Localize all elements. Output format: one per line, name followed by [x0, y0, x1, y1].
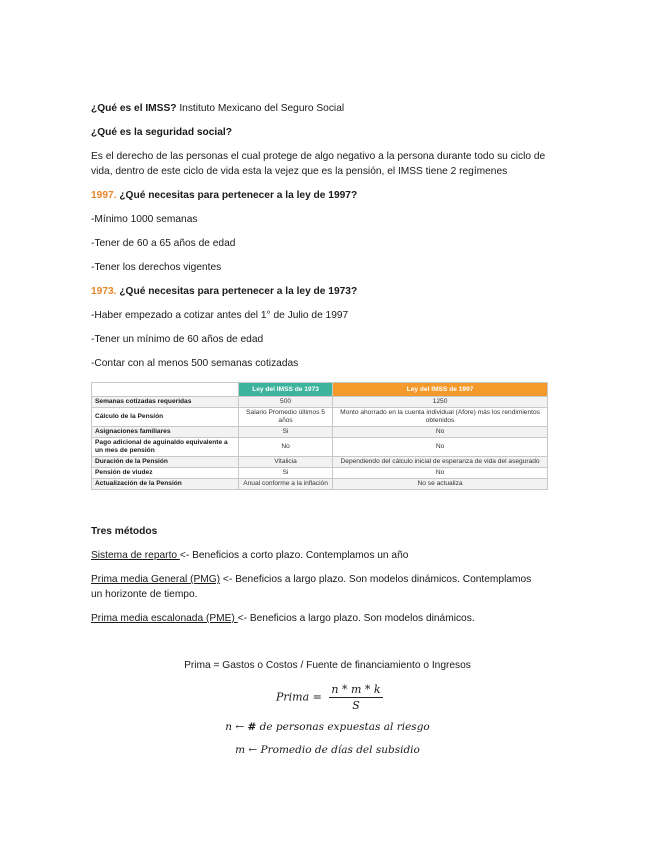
table-header-blank [92, 383, 239, 397]
row-label: Cálculo de la Pensión [92, 408, 239, 427]
cell-1997: No [333, 427, 548, 438]
row-label: Pago adicional de aguinaldo equivalente a un mes de pensión [92, 438, 239, 457]
table-row [92, 397, 548, 408]
ley-1997-year: 1997. [91, 190, 117, 201]
table-row [92, 408, 548, 427]
n-symbol: n ← [225, 721, 248, 733]
seguridad-definition: Es el derecho de las personas el cual protege de algo negativo a la persona durante todo su ciclo de vida, dentro de este ciclo de vida esta la vejez que es la pensión, el IMSS tiene 2 regímenes [91, 151, 546, 177]
table-row [92, 479, 548, 490]
metodo-name: Prima media General (PMG) [91, 574, 221, 585]
ley-1997-item: -Tener los derechos vigentes [91, 262, 222, 273]
cell-1973: No [239, 438, 333, 457]
ley-1973-item: -Haber empezado a cotizar antes del 1° de Julio de 1997 [91, 310, 349, 321]
cell-1997: Dependiendo del cálculo inicial de esperanza de vida del asegurado [333, 457, 548, 468]
row-label: Asignaciones familiares [92, 427, 239, 438]
ley-1973-year: 1973. [91, 286, 117, 297]
cell-1973: Si [239, 468, 333, 479]
table-header-row [92, 383, 548, 397]
ley-1973-question: ¿Qué necesitas para pertenecer a la ley de 1973? [116, 286, 358, 297]
ley-1997-item: -Tener de 60 a 65 años de edad [91, 238, 236, 249]
ley-1973-item: -Tener un mínimo de 60 años de edad [91, 334, 264, 345]
metodo-reparto [91, 548, 408, 563]
ley-1997-heading [91, 188, 357, 203]
ley-1973-item: -Contar con al menos 500 semanas cotizadas [91, 358, 299, 369]
m-definition: m ← Promedio de días del subsidio [235, 744, 420, 756]
ley-1997-question: ¿Qué necesitas para pertenecer a la ley de 1997? [116, 190, 358, 201]
cell-1997: Monto ahorrado en la cuenta individual (Afore) más los rendimientos obtenidos [333, 408, 548, 427]
table-header-1997: Ley del IMSS de 1997 [333, 383, 548, 397]
cell-1997: 1250 [333, 397, 548, 408]
metodo-desc: <- Beneficios a largo plazo. Son modelos dinámicos. Contemplamos [220, 574, 532, 585]
metodo-name: Sistema de reparto [91, 550, 180, 561]
row-label: Semanas cotizadas requeridas [92, 397, 239, 408]
cell-1997: No se actualiza [333, 479, 548, 490]
metodos-title: Tres métodos [91, 526, 158, 537]
metodo-desc: <- Beneficios a largo plazo. Son modelos dinámicos. [237, 613, 475, 624]
imss-question-line [91, 101, 344, 116]
cell-1997: No [333, 468, 548, 479]
row-label: Pensión de viudez [92, 468, 239, 479]
row-label: Duración de la Pensión [92, 457, 239, 468]
imss-answer: Instituto Mexicano del Seguro Social [176, 103, 345, 114]
row-label: Actualización de la Pensión [92, 479, 239, 490]
fraction-numerator: n * m * k [331, 683, 381, 696]
table-row [92, 438, 548, 457]
metodo-name: Prima media escalonada (PME) [91, 613, 238, 624]
table-row [92, 468, 548, 479]
cell-1973: Vitalicia [239, 457, 333, 468]
cell-1973: Si [239, 427, 333, 438]
fraction [329, 683, 382, 712]
metodo-pmg [91, 572, 531, 587]
cell-1973: 500 [239, 397, 333, 408]
fraction-denominator: S [352, 699, 360, 712]
n-text: de personas expuestas al riesgo [256, 721, 430, 733]
cell-1973: Anual conforme a la inflación [239, 479, 333, 490]
hash-symbol: # [247, 721, 257, 733]
ley-1973-heading [91, 284, 357, 299]
ley-1997-item: -Mínimo 1000 semanas [91, 214, 198, 225]
formula-lhs: Prima = [276, 690, 322, 704]
table-row [92, 427, 548, 438]
seguridad-question: ¿Qué es la seguridad social? [91, 127, 232, 138]
table-header-1973: Ley del IMSS de 1973 [239, 383, 333, 397]
metodo-pme [91, 611, 475, 626]
prima-fraction-formula [276, 683, 383, 712]
cell-1973: Salario Promedio últimos 5 años [239, 408, 333, 427]
prima-formula-text: Prima = Gastos o Costos / Fuente de financiamiento o Ingresos [184, 660, 471, 671]
n-definition [0, 721, 655, 733]
table-row [92, 457, 548, 468]
metodo-desc: <- Beneficios a corto plazo. Contemplamos un año [179, 550, 409, 561]
metodo-pmg-cont: un horizonte de tiempo. [91, 589, 198, 600]
comparison-table [91, 382, 548, 490]
imss-question: ¿Qué es el IMSS? [91, 103, 177, 114]
cell-1997: No [333, 438, 548, 457]
